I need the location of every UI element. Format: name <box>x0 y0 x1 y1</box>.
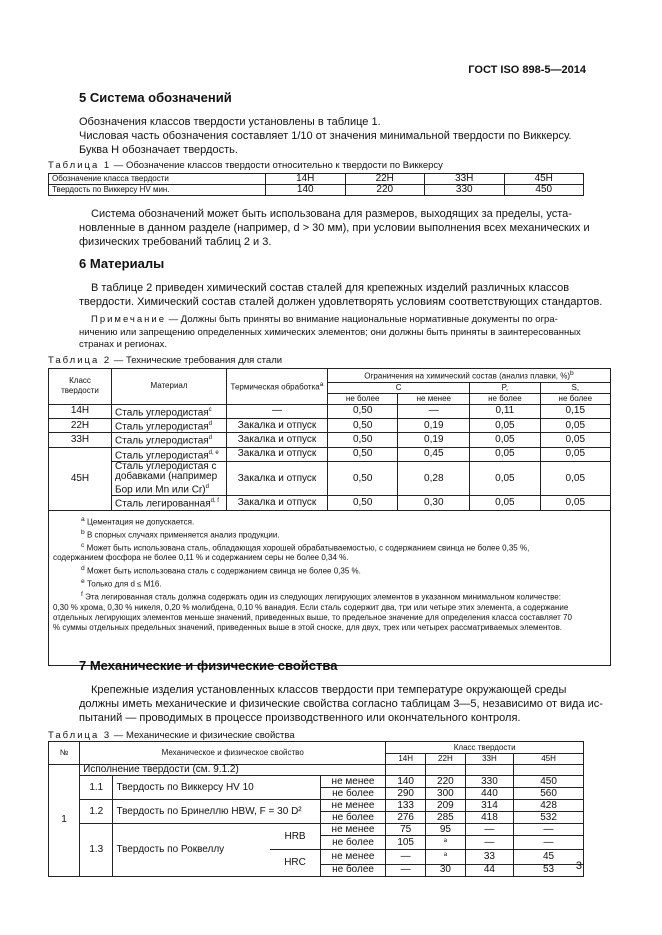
table-cell: 0,05 <box>470 433 540 447</box>
table-cell: 0,19 <box>398 433 470 447</box>
footnote: $^f$ Эта легированная сталь должна содержать один из следующих легирующих элементов в указанном минимальном количестве: 0,30 % хрома, 0,30 % никеля, 0,20 % молибдена, 0,10 % ванадия. Если сталь содержит два, три или четыре этих элемента, а содержание отдельных легирующих элементов меньше значений, приведенных выше, то предельное значение для определения класса составляет 70 % суммы отдельных предельных значений, приведенных выше в этой сноске, для двух, трех или четырех рассматриваемых элементов. <box>53 590 572 633</box>
table-cell: не менее <box>320 776 386 788</box>
table-cell: 75 <box>386 824 426 836</box>
table-cell: 1.3 <box>80 824 113 877</box>
table-cell: 133 <box>386 800 426 812</box>
table-header: Материал <box>112 369 227 405</box>
table-cell: Сталь углеродистая$^d$ <box>112 433 227 447</box>
table-header: C <box>328 382 470 393</box>
table-cell: не менее <box>320 824 386 836</box>
table-cell: не более <box>320 812 386 824</box>
table-cell: 209 <box>426 800 466 812</box>
table-cell <box>514 765 584 776</box>
table-cell: 1.2 <box>80 800 113 824</box>
table-header: Класс твердости <box>49 369 112 405</box>
table-cell: 0,28 <box>398 461 470 495</box>
note-line: странах и регионах. <box>79 339 168 350</box>
table-cell: 450 <box>514 776 584 788</box>
note: Примечание — Должны быть приняты во внимание национальные нормативные документы по огра- <box>91 314 558 325</box>
page-number: 3 <box>575 860 582 872</box>
table-cell: 30 <box>426 864 466 876</box>
table-3 <box>48 741 584 877</box>
table-cell: 314 <box>465 800 513 812</box>
table-header: P, <box>470 382 540 393</box>
section-5-title: 5 Система обозначений <box>79 90 232 105</box>
table-cell: 0,05 <box>470 447 540 461</box>
table-cell: 0,05 <box>540 418 610 432</box>
table-cell: 0,05 <box>470 461 540 495</box>
table-cell: 330 <box>465 776 513 788</box>
table-header: не менее <box>398 393 470 404</box>
table-cell: Закалка и отпуск <box>227 418 328 432</box>
table-cell <box>386 765 426 776</box>
section-5-paragraph: Числовая часть обозначения составляет 1/10 от значения минимальной твердости по Виккерсу. <box>79 130 572 142</box>
table-cell: — <box>386 850 426 864</box>
table-header: не более <box>540 393 610 404</box>
table-cell: 428 <box>514 800 584 812</box>
table-cell: 45H <box>504 174 584 185</box>
table-cell: — <box>227 404 328 418</box>
table-cell: 14H <box>266 174 346 185</box>
table-cell: 300 <box>426 788 466 800</box>
table-cell: 53 <box>514 864 584 876</box>
table-cell: 0,50 <box>328 404 398 418</box>
table-header: не более <box>470 393 540 404</box>
table-cell: a <box>426 836 466 850</box>
table-cell: 0,05 <box>470 418 540 432</box>
table-cell <box>465 765 513 776</box>
section-7-paragraph: должны иметь механические и физические свойства согласно таблицам 3—5, независимо от вида ис- <box>79 698 603 710</box>
table-cell: 0,05 <box>540 496 610 510</box>
section-6-paragraph: В таблице 2 приведен химический состав сталей для крепежных изделий различных классов <box>91 282 570 294</box>
table-2 <box>48 368 611 666</box>
table-header: 22H <box>426 754 466 765</box>
table-cell: 0,50 <box>328 496 398 510</box>
document-id: ГОСТ ISO 898-5—2014 <box>468 64 586 76</box>
table-cell: 0,05 <box>540 461 610 495</box>
footnote: $^b$ В спорных случаях применяется анализ продукции. <box>81 528 280 540</box>
table-cell: Твердость по Виккерсу HV мин. <box>49 185 266 196</box>
section-5-paragraph: новленные в данном разделе (например, d > 30 мм), при условии выполнения всех механических и <box>79 222 590 234</box>
table-cell: 0,05 <box>540 433 610 447</box>
table-header: 45H <box>514 754 584 765</box>
table-header: 33H <box>465 754 513 765</box>
table-cell: Сталь углеродистая$^c$ <box>112 404 227 418</box>
table-cell: 0,50 <box>328 461 398 495</box>
table-cell: 45H <box>49 447 112 510</box>
footnote: $^d$ Может быть использована сталь с содержанием свинца не более 0,35 %. <box>81 564 361 576</box>
table-cell: 1 <box>49 765 80 877</box>
table-header: Термическая обработка$^a$ <box>227 369 328 405</box>
table-cell: 0,11 <box>470 404 540 418</box>
table-cell: 33 <box>465 850 513 864</box>
footnote: $^e$ Только для d ≤ M16. <box>81 577 162 589</box>
table-cell: HRC <box>270 850 320 876</box>
table-cell: 0,45 <box>398 447 470 461</box>
table-cell: 440 <box>465 788 513 800</box>
section-5-paragraph: Обозначения классов твердости установлены в таблице 1. <box>79 116 381 128</box>
section-7-paragraph: Крепежные изделия установленных классов твердости при температуре окружающей среды <box>91 684 567 696</box>
table-cell: 0,15 <box>540 404 610 418</box>
table-cell: 0,50 <box>328 433 398 447</box>
table-cell: — <box>514 836 584 850</box>
table-cell: — <box>514 824 584 836</box>
table-cell <box>426 765 466 776</box>
table-cell: 220 <box>345 185 425 196</box>
section-5-paragraph: Система обозначений может быть использована для размеров, выходящих за пределы, уста- <box>91 208 572 220</box>
table-cell: 0,05 <box>540 447 610 461</box>
table-cell: Сталь легированная$^{d, f}$ <box>112 496 227 510</box>
table-cell: Закалка и отпуск <box>227 433 328 447</box>
footnote: $^c$ Может быть использована сталь, обладающая хорошей обрабатываемостью, с содержанием свинца не более 0,35 %, содержанием фосфора не более 0,11 % и содержанием серы не более 0,34 %. <box>53 541 530 563</box>
table-cell: 33H <box>49 433 112 447</box>
table-header: Механическое и физическое свойство <box>80 742 386 765</box>
table-cell: Обозначение класса твердости <box>49 174 266 185</box>
table-cell: 560 <box>514 788 584 800</box>
table-cell: a <box>426 850 466 864</box>
table-cell: 1.1 <box>80 776 113 800</box>
table-1 <box>48 173 584 196</box>
table-header: Ограничения на химический состав (анализ плавки, %)$^b$ <box>328 369 611 383</box>
table-cell: не более <box>320 864 386 876</box>
table-cell: — <box>386 864 426 876</box>
note-line: ничению или запрещению определенных химических элементов; они должны быть приняты в заинтересованных <box>79 327 581 338</box>
table-header: № <box>49 742 80 765</box>
table-cell: 532 <box>514 812 584 824</box>
table-cell: 276 <box>386 812 426 824</box>
table-cell: Закалка и отпуск <box>227 496 328 510</box>
table-cell: 220 <box>426 776 466 788</box>
table-cell: 0,05 <box>470 496 540 510</box>
table-cell: не более <box>320 788 386 800</box>
table-cell: 330 <box>425 185 505 196</box>
table-cell: — <box>465 824 513 836</box>
section-5-paragraph: Буква H обозначает твердость. <box>79 144 238 156</box>
table-cell: 290 <box>386 788 426 800</box>
table-cell: 140 <box>266 185 346 196</box>
table-cell: 0,19 <box>398 418 470 432</box>
section-6-title: 6 Материалы <box>79 256 165 271</box>
table-cell: 140 <box>386 776 426 788</box>
table-1-caption: Таблица 1 — Обозначение классов твердости относительно к твердости по Виккерсу <box>48 160 443 171</box>
table-cell: 14H <box>49 404 112 418</box>
table-cell: Твердость по Роквеллу <box>113 824 270 877</box>
table-cell: Исполнение твердости (см. 9.1.2) <box>80 765 386 776</box>
footnote: $^a$ Цементация не допускается. <box>81 515 195 527</box>
table-cell: — <box>465 836 513 850</box>
table-cell: Твердость по Виккерсу HV 10 <box>113 776 320 800</box>
table-cell: не менее <box>320 850 386 864</box>
table-footnotes <box>49 510 611 665</box>
table-cell: 22H <box>345 174 425 185</box>
table-cell: Закалка и отпуск <box>227 461 328 495</box>
table-cell: 44 <box>465 864 513 876</box>
table-header: S, <box>540 382 610 393</box>
section-7-paragraph: пытаний — проводимых в процессе производственного или окончательного контроля. <box>79 712 521 724</box>
table-header: 14H <box>386 754 426 765</box>
table-cell: 418 <box>465 812 513 824</box>
table-cell: 22H <box>49 418 112 432</box>
table-2-caption: Таблица 2 — Технические требования для стали <box>48 355 283 366</box>
section-7-title: 7 Механические и физические свойства <box>79 658 338 673</box>
table-cell: 95 <box>426 824 466 836</box>
table-cell: 45 <box>514 850 584 864</box>
table-cell: 0,50 <box>328 418 398 432</box>
table-cell: Закалка и отпуск <box>227 447 328 461</box>
table-cell: Сталь углеродистая$^{d, e}$ <box>112 447 227 461</box>
table-cell: 450 <box>504 185 584 196</box>
table-cell: 0,50 <box>328 447 398 461</box>
section-5-paragraph: физических требований таблиц 2 и 3. <box>79 236 272 248</box>
table-cell: — <box>398 404 470 418</box>
table-cell: Твердость по Бринеллю HBW, F = 30 D² <box>113 800 320 824</box>
table-cell: Сталь углеродистая$^d$ <box>112 418 227 432</box>
table-cell: не более <box>320 836 386 850</box>
table-cell: HRB <box>270 824 320 850</box>
table-cell: 33H <box>425 174 505 185</box>
table-3-caption: Таблица 3 — Механические и физические свойства <box>48 730 295 741</box>
table-header: Класс твердости <box>386 742 584 754</box>
table-cell: 105 <box>386 836 426 850</box>
section-6-paragraph: твердости. Химический состав сталей должен удовлетворять условиям соответствующих стандартов. <box>79 296 603 308</box>
table-header: не более <box>328 393 398 404</box>
table-cell: 285 <box>426 812 466 824</box>
table-cell: 0,30 <box>398 496 470 510</box>
table-cell: Сталь углеродистая с добавками (например Бор или Mn или Cr)$^d$ <box>112 461 227 495</box>
table-cell: не менее <box>320 800 386 812</box>
